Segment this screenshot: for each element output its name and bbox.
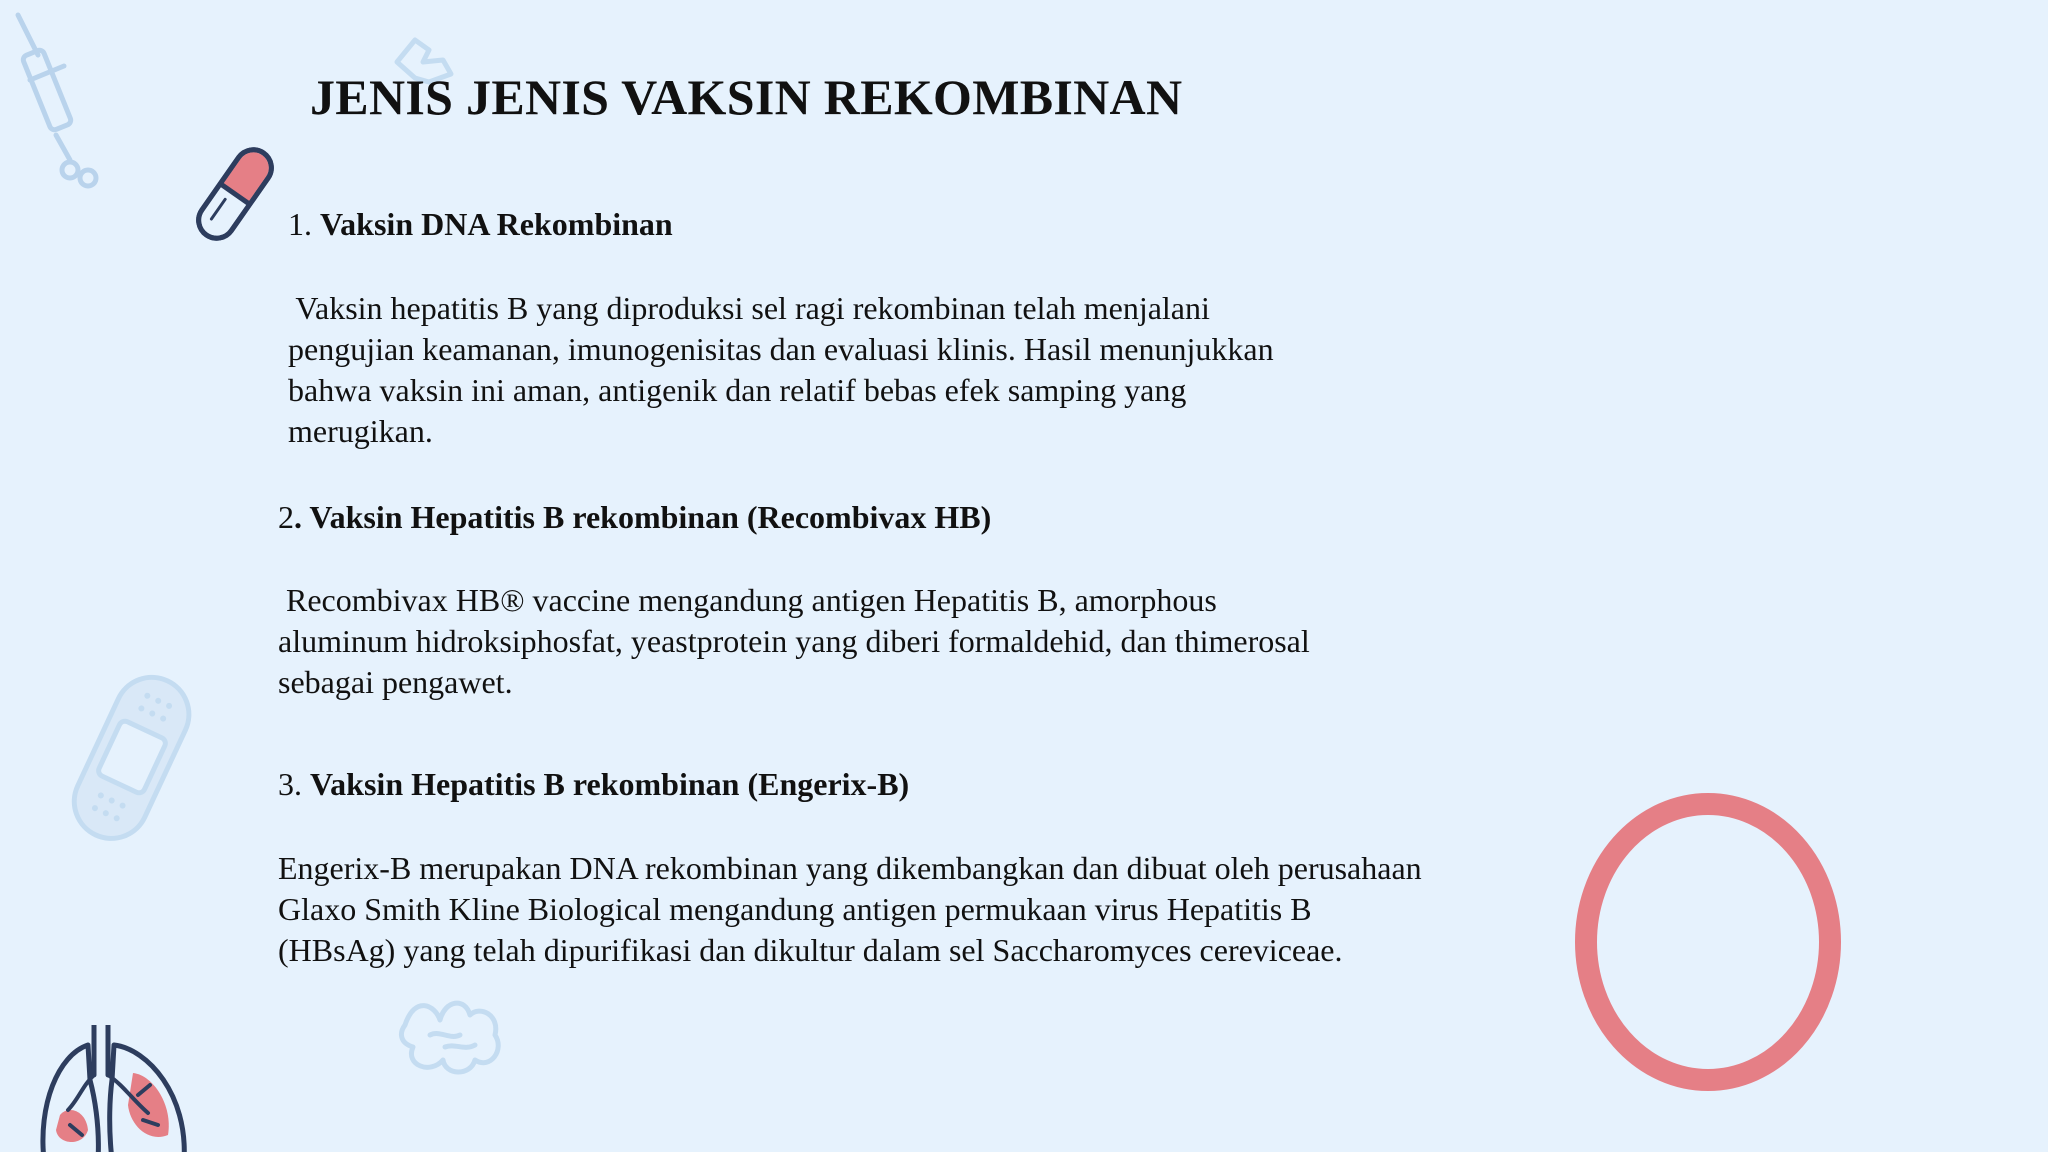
paragraph-line: Recombivax HB® vaccine mengandung antigen Hepatitis B, amorphous [278, 582, 1217, 618]
paragraph-line: Engerix-B merupakan DNA rekombinan yang dikembangkan dan dibuat oleh perusahaan [278, 850, 1422, 886]
pill-capsule-icon [190, 138, 280, 250]
syringe-icon [8, 10, 108, 200]
section-1-paragraph [288, 288, 1274, 452]
paragraph-line: pengujian keamanan, imunogenisitas dan evaluasi klinis. Hasil menunjukkan [288, 331, 1274, 367]
slide-title: JENIS JENIS VAKSIN REKOMBINAN [310, 69, 1183, 125]
section-2-heading [278, 499, 991, 536]
paragraph-line: Vaksin hepatitis B yang diproduksi sel ragi rekombinan telah menjalani [288, 290, 1210, 326]
bacteria-icon [395, 985, 510, 1080]
paragraph-line: merugikan. [288, 413, 433, 449]
section-2-title: . Vaksin Hepatitis B rekombinan (Recombivax HB) [294, 499, 992, 535]
section-3-number: 3. [278, 766, 302, 802]
bandage-icon [65, 665, 200, 850]
paragraph-line: bahwa vaksin ini aman, antigenik dan relatif bebas efek samping yang [288, 372, 1187, 408]
paragraph-line: Glaxo Smith Kline Biological mengandung antigen permukaan virus Hepatitis B [278, 891, 1312, 927]
section-2-paragraph [278, 580, 1310, 703]
section-1-heading [288, 206, 673, 243]
section-2-number: 2 [278, 499, 294, 535]
section-3-heading [278, 766, 909, 803]
section-1-number: 1. [288, 206, 312, 242]
paragraph-line: aluminum hidroksiphosfat, yeastprotein yang diberi formaldehid, dan thimerosal [278, 623, 1310, 659]
paragraph-line: sebagai pengawet. [278, 664, 513, 700]
section-3-title: Vaksin Hepatitis B rekombinan (Engerix-B) [310, 766, 910, 802]
ring-shape [1560, 780, 1860, 1100]
section-3-paragraph [278, 848, 1422, 971]
lungs-icon [38, 1025, 193, 1152]
section-1-title: Vaksin DNA Rekombinan [320, 206, 673, 242]
paragraph-line: (HBsAg) yang telah dipurifikasi dan dikultur dalam sel Saccharomyces cereviceae. [278, 932, 1343, 968]
